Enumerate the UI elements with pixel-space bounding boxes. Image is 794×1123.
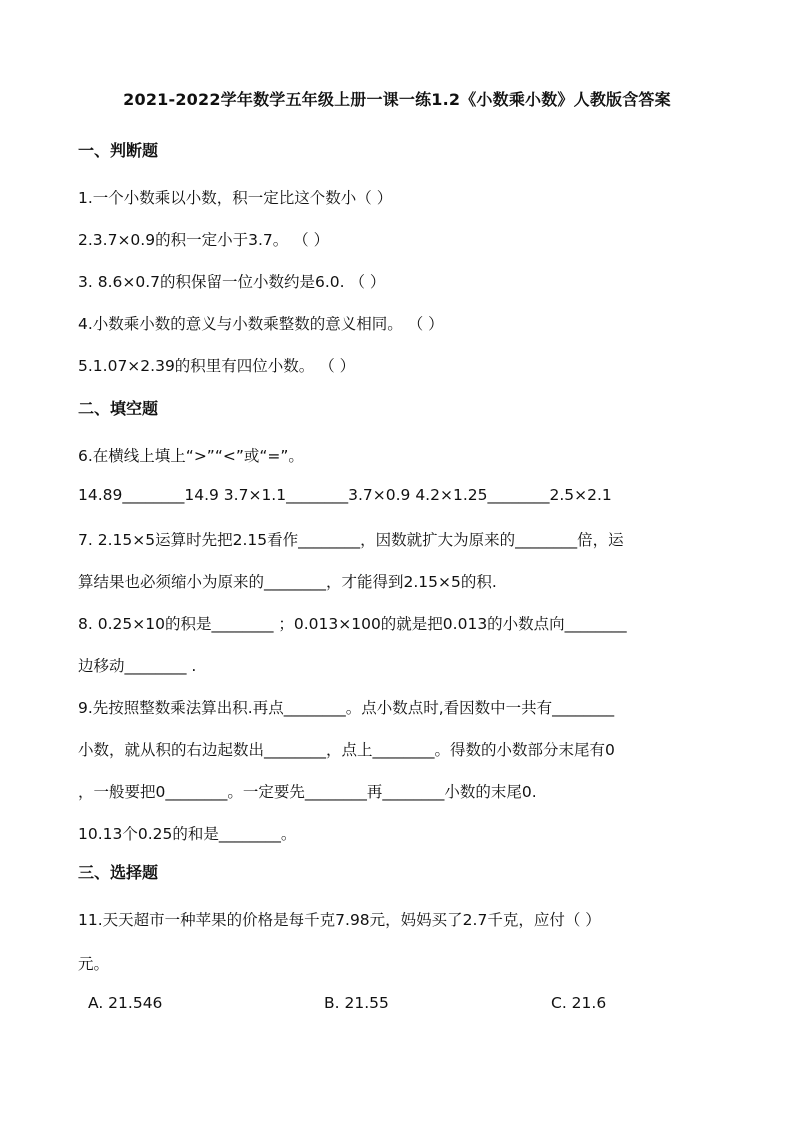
question-4: 4.小数乘小数的意义与小数乘整数的意义相同。 （ ） [78,315,444,333]
question-1: 1.一个小数乘以小数，积一定比这个数小（ ） [78,189,393,207]
question-5: 5.1.07×2.39的积里有四位小数。 （ ） [78,357,356,375]
question-11-line-1: 11.天天超市一种苹果的价格是每千克7.98元，妈妈买了2.7千克，应付（ ） [78,911,601,929]
question-9-line-1: 9.先按照整数乘法算出积.再点________。点小数点时,看因数中一共有________ [78,699,615,717]
section-heading-fill-blank: 二、填空题 [78,399,159,418]
section-heading-true-false: 一、判断题 [78,141,159,160]
question-7-line-2: 算结果也必须缩小为原来的________，才能得到2.15×5的积. [78,573,497,591]
question-2: 2.3.7×0.9的积一定小于3.7。 （ ） [78,231,330,249]
question-9-line-2: 小数，就从积的右边起数出________，点上________。得数的小数部分末尾有0 [78,741,615,759]
question-8-line-1: 8. 0.25×10的积是________ ；0.013×100的就是把0.013的小数点向________ [78,615,627,633]
question-11-option-b: B. 21.55 [324,994,389,1012]
question-6-items: 14.89________14.9 3.7×1.1________3.7×0.9 4.2×1.25________2.5×2.1 [78,486,612,504]
question-11-line-2: 元。 [78,955,110,973]
question-3: 3. 8.6×0.7的积保留一位小数约是6.0. （ ） [78,273,386,291]
question-10: 10.13个0.25的和是________。 [78,825,297,843]
document-title: 2021-2022学年数学五年级上册一课一练1.2《小数乘小数》人教版含答案 [123,90,671,109]
question-6-prompt: 6.在横线上填上“>”“<”或“=”。 [78,447,304,465]
question-11-option-a: A. 21.546 [88,994,163,1012]
section-heading-multiple-choice: 三、选择题 [78,863,159,882]
question-7-line-1: 7. 2.15×5运算时先把2.15看作________，因数就扩大为原来的________倍，运 [78,531,624,549]
question-9-line-3: ，一般要把0________。一定要先________再________小数的末尾0. [78,783,537,801]
question-8-line-2: 边移动________ . [78,657,197,675]
question-11-option-c: C. 21.6 [551,994,607,1012]
